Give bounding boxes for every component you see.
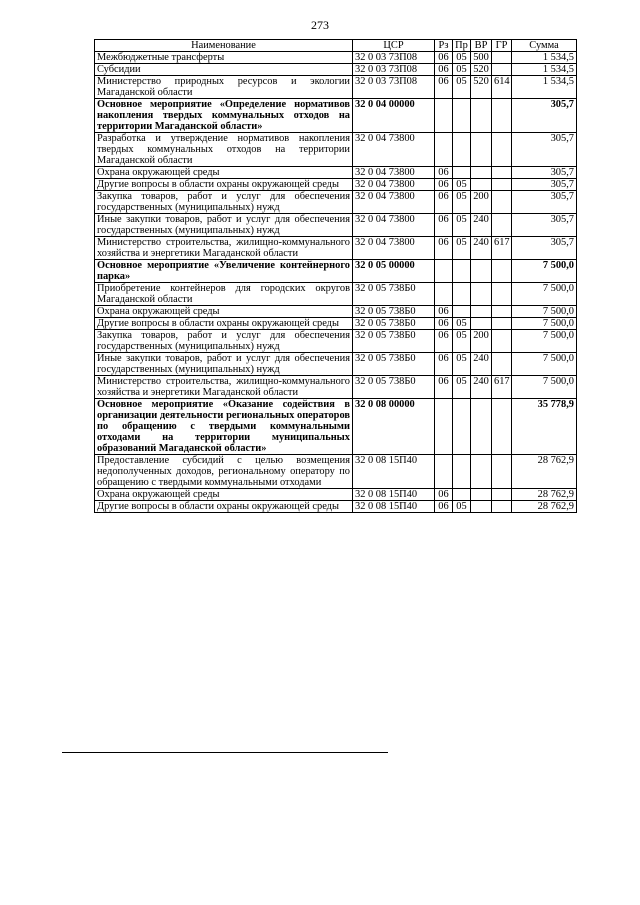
row-vr: 240	[471, 353, 492, 376]
row-csr: 32 0 04 73800	[353, 191, 435, 214]
row-csr: 32 0 04 73800	[353, 133, 435, 167]
row-sum: 1 534,5	[512, 64, 577, 76]
row-name: Межбюджетные трансферты	[95, 52, 353, 64]
table-row	[95, 260, 577, 283]
row-sum: 305,7	[512, 167, 577, 179]
row-gr	[492, 99, 512, 133]
row-name: Охрана окружающей среды	[95, 306, 353, 318]
row-vr	[471, 306, 492, 318]
row-pr	[453, 455, 471, 489]
table-row	[95, 179, 577, 191]
row-pr	[453, 306, 471, 318]
table-row	[95, 489, 577, 501]
row-csr: 32 0 08 15П40	[353, 455, 435, 489]
row-sum: 28 762,9	[512, 455, 577, 489]
row-csr: 32 0 04 00000	[353, 99, 435, 133]
row-name: Приобретение контейнеров для городских округов Магаданской области	[95, 283, 353, 306]
row-sum: 305,7	[512, 214, 577, 237]
row-pr: 05	[453, 376, 471, 399]
row-gr: 614	[492, 76, 512, 99]
row-vr	[471, 167, 492, 179]
row-rz: 06	[435, 76, 453, 99]
row-name: Иные закупки товаров, работ и услуг для обеспечения государственных (муниципальных) нужд	[95, 353, 353, 376]
table-row	[95, 99, 577, 133]
table-row	[95, 318, 577, 330]
row-csr: 32 0 04 73800	[353, 237, 435, 260]
row-gr	[492, 52, 512, 64]
table-body	[95, 52, 577, 513]
row-sum: 305,7	[512, 99, 577, 133]
row-gr	[492, 283, 512, 306]
row-sum: 305,7	[512, 237, 577, 260]
row-pr: 05	[453, 179, 471, 191]
row-pr	[453, 260, 471, 283]
row-rz: 06	[435, 353, 453, 376]
page-number: 273	[311, 18, 329, 32]
row-vr: 200	[471, 330, 492, 353]
table-row	[95, 133, 577, 167]
row-csr: 32 0 08 00000	[353, 399, 435, 455]
row-gr	[492, 318, 512, 330]
row-sum: 7 500,0	[512, 318, 577, 330]
row-pr: 05	[453, 64, 471, 76]
table-row	[95, 237, 577, 260]
row-vr: 240	[471, 376, 492, 399]
row-csr: 32 0 03 73П08	[353, 76, 435, 99]
row-vr	[471, 489, 492, 501]
row-gr	[492, 501, 512, 513]
row-gr	[492, 167, 512, 179]
row-name: Предоставление субсидий с целью возмещения недополученных доходов, региональному оператору по обращению с твердыми коммунальными отходами	[95, 455, 353, 489]
row-csr: 32 0 05 738Б0	[353, 306, 435, 318]
header-row	[95, 40, 577, 52]
row-vr: 240	[471, 237, 492, 260]
table-row	[95, 399, 577, 455]
row-vr: 240	[471, 214, 492, 237]
row-sum: 1 534,5	[512, 76, 577, 99]
row-vr: 520	[471, 76, 492, 99]
row-pr: 05	[453, 237, 471, 260]
row-sum: 7 500,0	[512, 376, 577, 399]
row-csr: 32 0 08 15П40	[353, 489, 435, 501]
row-gr	[492, 489, 512, 501]
row-sum: 7 500,0	[512, 306, 577, 318]
row-name: Основное мероприятие «Оказание содействия в организации деятельности региональных операторов по обращению с твердыми коммунальными отходами на территории муниципальных образований Магаданской области»	[95, 399, 353, 455]
row-sum: 7 500,0	[512, 330, 577, 353]
row-pr: 05	[453, 330, 471, 353]
row-vr	[471, 399, 492, 455]
row-rz: 06	[435, 167, 453, 179]
row-gr	[492, 179, 512, 191]
row-rz	[435, 133, 453, 167]
header-rz: Рз	[435, 40, 453, 52]
table-row	[95, 167, 577, 179]
row-name: Другие вопросы в области охраны окружающей среды	[95, 318, 353, 330]
row-sum: 7 500,0	[512, 353, 577, 376]
row-csr: 32 0 05 738Б0	[353, 353, 435, 376]
row-csr: 32 0 05 738Б0	[353, 318, 435, 330]
row-rz: 06	[435, 330, 453, 353]
row-pr: 05	[453, 52, 471, 64]
row-gr: 617	[492, 237, 512, 260]
row-rz: 06	[435, 306, 453, 318]
row-sum: 7 500,0	[512, 283, 577, 306]
table-row	[95, 376, 577, 399]
row-gr	[492, 260, 512, 283]
row-vr	[471, 501, 492, 513]
row-pr: 05	[453, 191, 471, 214]
row-vr	[471, 99, 492, 133]
row-name: Субсидии	[95, 64, 353, 76]
row-vr	[471, 179, 492, 191]
row-rz: 06	[435, 214, 453, 237]
row-csr: 32 0 04 73800	[353, 167, 435, 179]
row-vr	[471, 133, 492, 167]
row-gr: 617	[492, 376, 512, 399]
row-rz: 06	[435, 237, 453, 260]
header-pr: Пр	[453, 40, 471, 52]
row-rz: 06	[435, 501, 453, 513]
row-name: Другие вопросы в области охраны окружающей среды	[95, 501, 353, 513]
row-rz: 06	[435, 318, 453, 330]
row-sum: 1 534,5	[512, 52, 577, 64]
row-name: Закупка товаров, работ и услуг для обеспечения государственных (муниципальных) нужд	[95, 191, 353, 214]
row-rz: 06	[435, 52, 453, 64]
table-row	[95, 283, 577, 306]
row-pr	[453, 283, 471, 306]
row-sum: 28 762,9	[512, 501, 577, 513]
row-pr	[453, 133, 471, 167]
row-gr	[492, 455, 512, 489]
row-csr: 32 0 05 738Б0	[353, 330, 435, 353]
row-pr: 05	[453, 318, 471, 330]
row-csr: 32 0 03 73П08	[353, 52, 435, 64]
row-pr: 05	[453, 501, 471, 513]
row-name: Основное мероприятие «Увеличение контейнерного парка»	[95, 260, 353, 283]
row-gr	[492, 133, 512, 167]
row-rz: 06	[435, 179, 453, 191]
row-pr	[453, 399, 471, 455]
table-row	[95, 306, 577, 318]
row-name: Министерство природных ресурсов и экологии Магаданской области	[95, 76, 353, 99]
row-name: Другие вопросы в области охраны окружающей среды	[95, 179, 353, 191]
row-gr	[492, 64, 512, 76]
row-name: Иные закупки товаров, работ и услуг для обеспечения государственных (муниципальных) нужд	[95, 214, 353, 237]
row-sum: 305,7	[512, 179, 577, 191]
table-row	[95, 353, 577, 376]
row-vr: 200	[471, 191, 492, 214]
row-rz	[435, 260, 453, 283]
row-pr	[453, 99, 471, 133]
row-pr	[453, 489, 471, 501]
header-vr: ВР	[471, 40, 492, 52]
budget-table	[94, 39, 577, 513]
table-row	[95, 214, 577, 237]
row-vr: 500	[471, 52, 492, 64]
row-gr	[492, 330, 512, 353]
row-name: Министерство строительства, жилищно-коммунального хозяйства и энергетики Магаданской области	[95, 376, 353, 399]
row-rz: 06	[435, 191, 453, 214]
header-gr: ГР	[492, 40, 512, 52]
row-pr: 05	[453, 353, 471, 376]
header-sum: Сумма	[512, 40, 577, 52]
table-row	[95, 330, 577, 353]
row-rz: 06	[435, 64, 453, 76]
row-gr	[492, 399, 512, 455]
table-row	[95, 64, 577, 76]
row-sum: 35 778,9	[512, 399, 577, 455]
row-csr: 32 0 05 738Б0	[353, 376, 435, 399]
row-rz	[435, 283, 453, 306]
row-vr	[471, 260, 492, 283]
row-rz	[435, 455, 453, 489]
row-gr	[492, 353, 512, 376]
row-name: Основное мероприятие «Определение нормативов накопления твердых коммунальных отходов на территории Магаданской области»	[95, 99, 353, 133]
row-csr: 32 0 04 73800	[353, 179, 435, 191]
row-csr: 32 0 04 73800	[353, 214, 435, 237]
row-gr	[492, 306, 512, 318]
row-sum: 305,7	[512, 133, 577, 167]
row-csr: 32 0 05 00000	[353, 260, 435, 283]
row-vr	[471, 318, 492, 330]
header-csr: ЦСР	[353, 40, 435, 52]
row-csr: 32 0 08 15П40	[353, 501, 435, 513]
row-vr	[471, 455, 492, 489]
row-vr	[471, 283, 492, 306]
row-rz	[435, 99, 453, 133]
row-vr: 520	[471, 64, 492, 76]
table-row	[95, 52, 577, 64]
row-sum: 305,7	[512, 191, 577, 214]
header-name: Наименование	[95, 40, 353, 52]
row-pr: 05	[453, 76, 471, 99]
row-name: Закупка товаров, работ и услуг для обеспечения государственных (муниципальных) нужд	[95, 330, 353, 353]
row-name: Охрана окружающей среды	[95, 167, 353, 179]
row-name: Охрана окружающей среды	[95, 489, 353, 501]
table-row	[95, 455, 577, 489]
row-rz	[435, 399, 453, 455]
table-row	[95, 501, 577, 513]
row-name: Министерство строительства, жилищно-коммунального хозяйства и энергетики Магаданской области	[95, 237, 353, 260]
table-row	[95, 76, 577, 99]
row-gr	[492, 214, 512, 237]
row-sum: 7 500,0	[512, 260, 577, 283]
row-csr: 32 0 05 738Б0	[353, 283, 435, 306]
row-gr	[492, 191, 512, 214]
row-csr: 32 0 03 73П08	[353, 64, 435, 76]
row-rz: 06	[435, 489, 453, 501]
table-row	[95, 191, 577, 214]
row-name: Разработка и утверждение нормативов накопления твердых коммунальных отходов на территории Магаданской области	[95, 133, 353, 167]
row-sum: 28 762,9	[512, 489, 577, 501]
row-rz: 06	[435, 376, 453, 399]
row-pr: 05	[453, 214, 471, 237]
row-pr	[453, 167, 471, 179]
footer-divider	[62, 752, 388, 753]
